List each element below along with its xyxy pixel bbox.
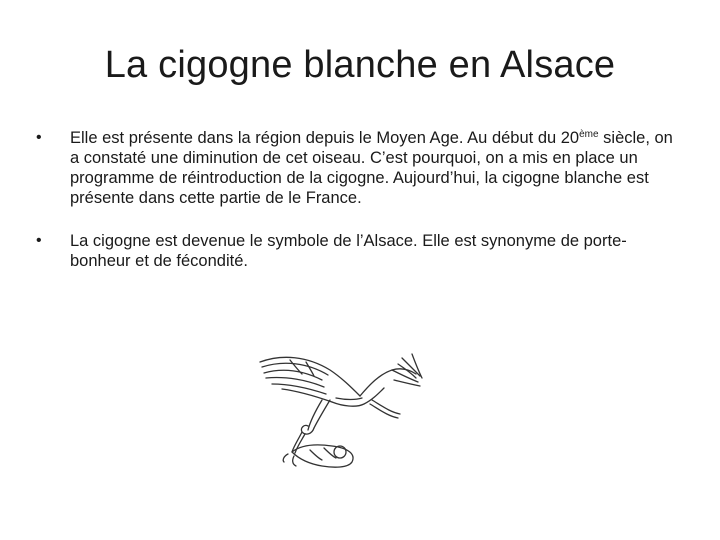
bullet-item [36,231,686,271]
bullet-item [36,128,686,208]
bullet-superscript: ème [579,129,599,140]
slide-title: La cigogne blanche en Alsace [104,44,616,86]
bullet-text: La cigogne est devenue le symbole de l’Alsace. Elle est synonyme de porte-bonheur et de fécondité. [70,232,627,270]
bullet-list [36,128,686,294]
bullet-text: Elle est présente dans la région depuis le Moyen Age. Au début du 20 [70,129,580,147]
stork-body [332,388,384,406]
stork-illustration [252,340,434,480]
stork-legs [372,400,400,414]
right-wing [360,369,416,396]
left-wing [260,357,360,396]
bullet-text-continued: siècle, on a constaté une diminution de cet oiseau. C’est pourquoi, on a mis en place un programme de réintroduction de la cigogne. Aujourd’hui, la cigogne blanche est présente dans cette partie de le France. [70,129,673,207]
stork-neck [314,400,330,428]
stork-carrying-baby-icon [252,340,434,480]
bullet-dot: • [36,232,42,249]
bullet-dot: • [36,129,42,146]
